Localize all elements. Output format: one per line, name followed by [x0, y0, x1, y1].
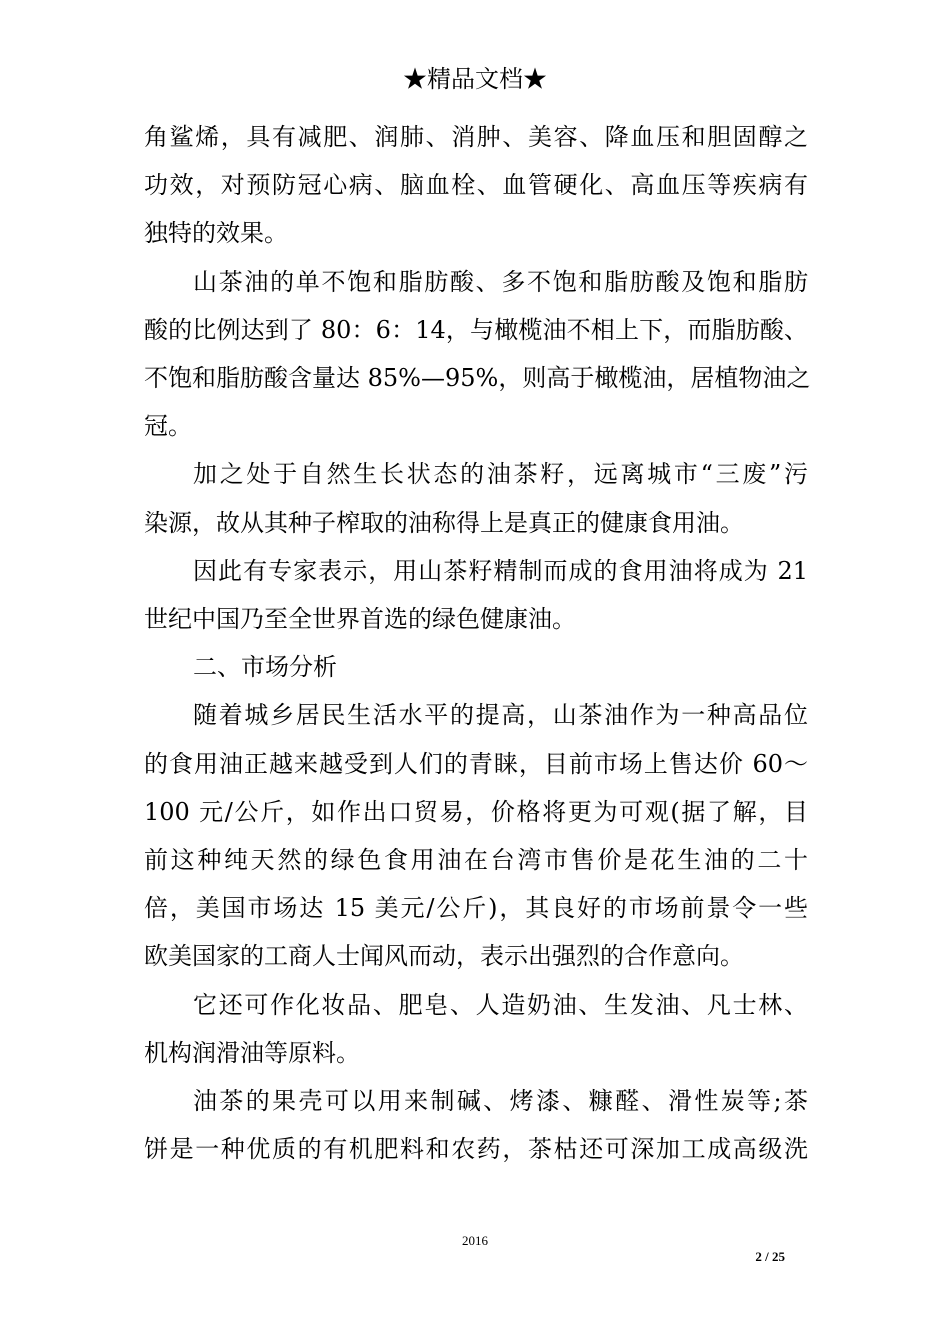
- text-line: 它还可作化妆品、肥皂、人造奶油、生发油、凡士林、: [193, 990, 808, 1019]
- paragraph-3: [144, 450, 808, 546]
- text-line: 功效，对预防冠心病、脑血栓、血管硬化、高血压等疾病有: [144, 171, 808, 200]
- text-line: 欧美国家的工商人士闻风而动，表示出强烈的合作意向。: [144, 942, 744, 971]
- section-heading: [144, 643, 808, 691]
- text-line: 独特的效果。: [144, 219, 288, 248]
- paragraph-6: [144, 981, 808, 1077]
- page-header-title: ★精品文档★: [403, 65, 547, 93]
- text-line: 山茶油的单不饱和脂肪酸、多不饱和脂肪酸及饱和脂肪: [193, 267, 808, 296]
- paragraph-2: [144, 258, 811, 451]
- text-line: 随着城乡居民生活水平的提高，山茶油作为一种高品位: [193, 701, 808, 730]
- paragraph-1: [144, 113, 808, 258]
- text-line: 油茶的果壳可以用来制碱、烤漆、糠醛、滑性炭等;茶: [193, 1087, 808, 1116]
- text-line: 酸的比例达到了 80：6：14，与橄榄油不相上下，而脂肪酸、: [144, 315, 808, 344]
- text-line: 角鲨烯，具有减肥、润肺、消肿、美容、降血压和胆固醇之: [144, 123, 808, 151]
- text-line: 的食用油正越来越受到人们的青睐，目前市场上售达价 60～: [144, 749, 808, 778]
- text-line: 世纪中国乃至全世界首选的绿色健康油。: [144, 605, 576, 634]
- paragraph-4: [144, 547, 808, 643]
- text-line: 100 元/公斤，如作出口贸易，价格将更为可观(据了解，目: [144, 797, 808, 826]
- text-line: 加之处于自然生长状态的油茶籽，远离城市“三废”污: [193, 460, 808, 489]
- text-line: 前这种纯天然的绿色食用油在台湾市售价是花生油的二十: [144, 846, 808, 875]
- text-line: 机构润滑油等原料。: [144, 1038, 360, 1067]
- paragraph-7: [144, 1077, 808, 1173]
- text-line: 冠。: [144, 412, 192, 441]
- footer-year: 2016: [462, 1233, 488, 1248]
- text-line: 倍，美国市场达 15 美元/公斤)，其良好的市场前景令一些: [144, 894, 808, 923]
- text-line: 饼是一种优质的有机肥料和农药，茶枯还可深加工成高级洗: [144, 1135, 808, 1164]
- page-number: 2 / 25: [755, 1249, 785, 1264]
- text-line: 二、市场分析: [193, 653, 337, 682]
- text-line: 不饱和脂肪酸含量达 85%—95%，则高于橄榄油，居植物油之: [144, 364, 811, 393]
- document-body: [144, 113, 811, 1173]
- paragraph-5: [144, 691, 808, 980]
- text-line: 染源，故从其种子榨取的油称得上是真正的健康食用油。: [144, 508, 744, 537]
- text-line: 因此有专家表示，用山茶籽精制而成的食用油将成为 21: [193, 556, 808, 585]
